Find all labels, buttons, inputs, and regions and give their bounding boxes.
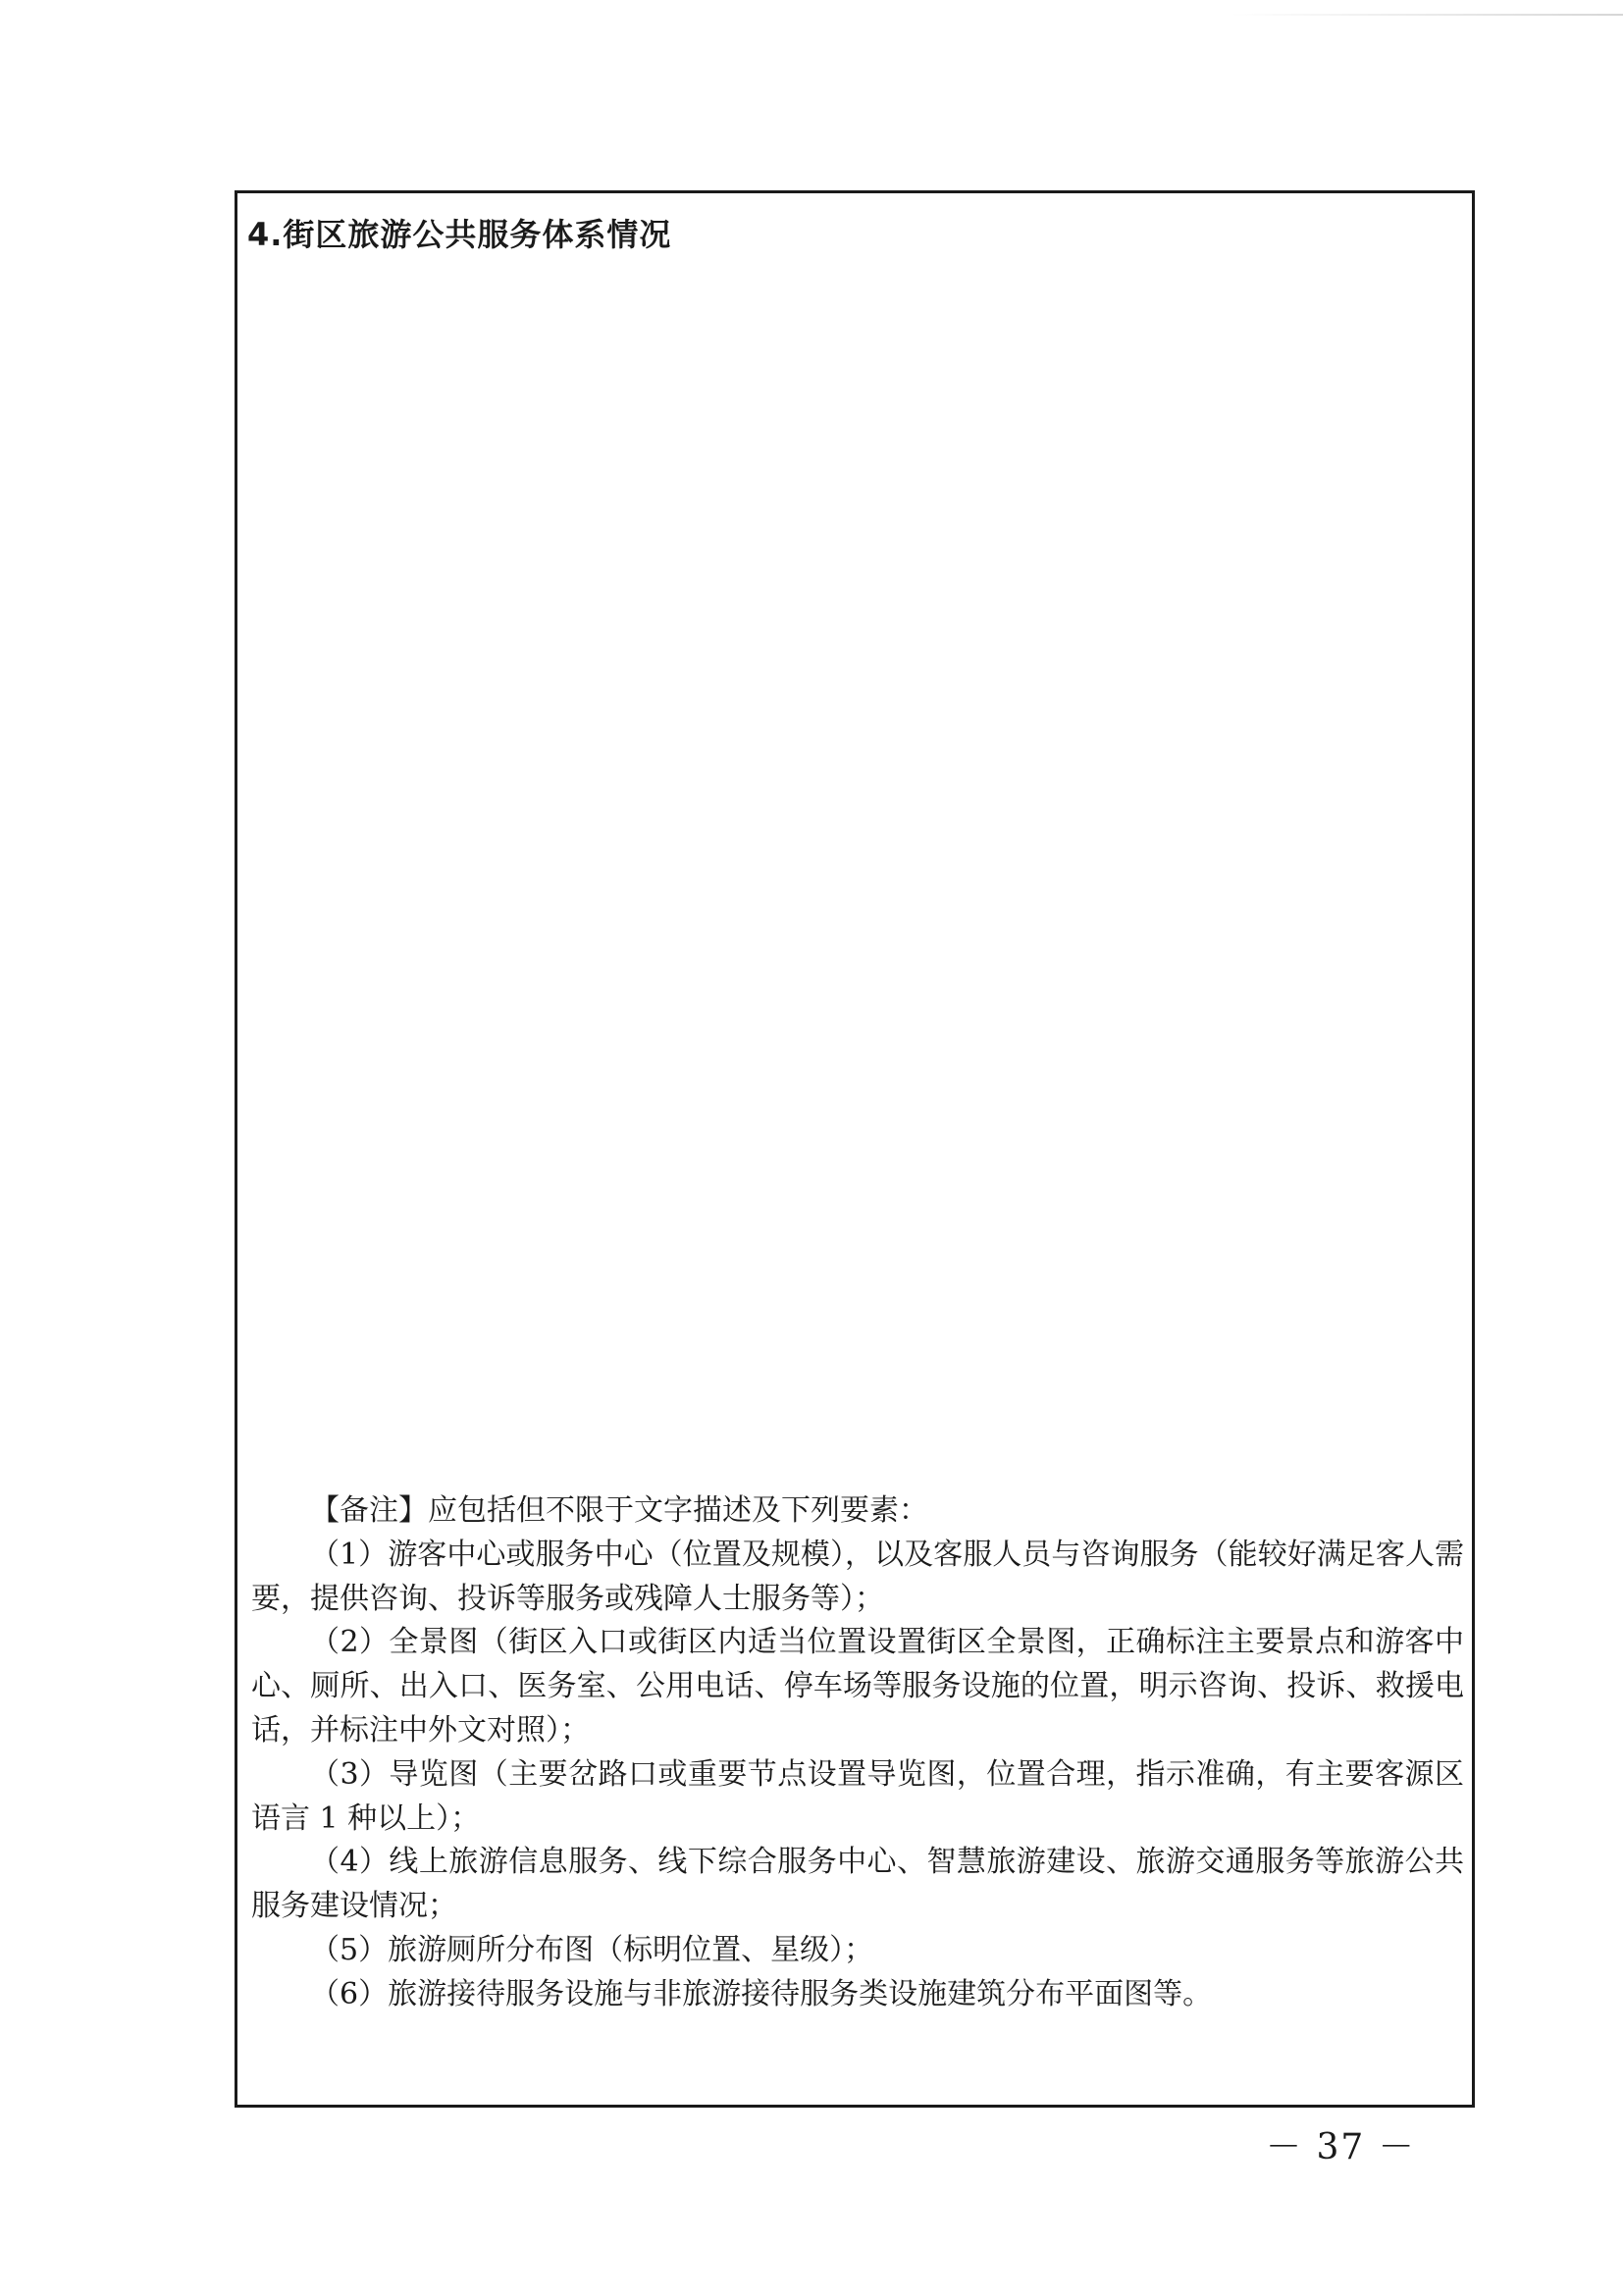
note-item-6: （6）旅游接待服务设施与非旅游接待服务类设施建筑分布平面图等。 <box>310 1976 1213 2011</box>
notes-heading: 【备注】应包括但不限于文字描述及下列要素： <box>310 1493 928 1528</box>
notes-block <box>251 1489 1464 2017</box>
note-item-2: （2）全景图（街区入口或街区内适当位置设置街区全景图，正确标注主要景点和游客中心、厕所、出入口、医务室、公用电话、停车场等服务设施的位置，明示咨询、投诉、救援电话，并标注中外文对照）； <box>251 1625 1464 1748</box>
section-title: 4.街区旅游公共服务体系情况 <box>247 216 672 253</box>
note-item-1: （1）游客中心或服务中心（位置及规模），以及客服人员与咨询服务（能较好满足客人需要，提供咨询、投诉等服务或残障人士服务等）； <box>251 1537 1464 1616</box>
scan-edge-line <box>1230 14 1623 16</box>
note-item-5: （5）旅游厕所分布图（标明位置、星级）； <box>310 1932 874 1967</box>
page-number: － 37 － <box>1266 2127 1416 2167</box>
note-item-4: （4）线上旅游信息服务、线下综合服务中心、智慧旅游建设、旅游交通服务等旅游公共服务建设情况； <box>251 1845 1464 1924</box>
note-item-3: （3）导览图（主要岔路口或重要节点设置导览图，位置合理，指示准确，有主要客源区语言 1 种以上）； <box>251 1756 1464 1836</box>
